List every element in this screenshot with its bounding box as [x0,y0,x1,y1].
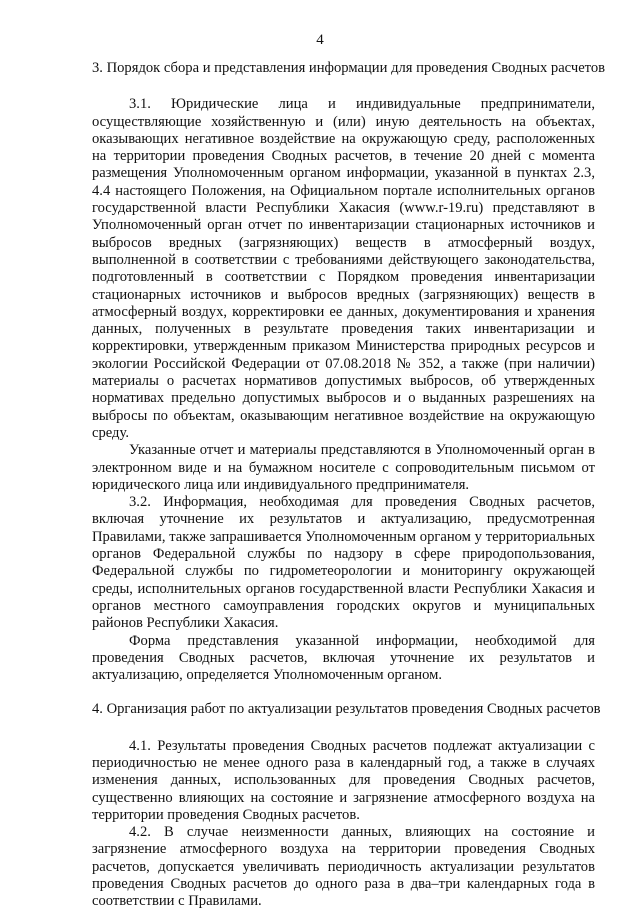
section-4-heading: 4. Организация работ по актуализации результатов проведения Сводных расчетов [92,701,601,718]
section-3-heading: 3. Порядок сбора и представления информации для проведения Сводных расчетов [92,60,606,76]
paragraph-4-2: 4.2. В случае неизменности данных, влияющих на состояние и загрязнение атмосферного воздуха на территории проведения Сводных расчетов, допускается увеличивать периодичность актуализации результатов проведения Сводных расчетов до одного раза в два–три календарных года в соответствии с Правилами. [92,824,595,910]
page-number: 4 [316,32,324,48]
paragraph-3-1-submission: Указанные отчет и материалы представляются в Уполномоченный орган в электронном виде и на бумажном носителе с сопроводительным письмом от юридического лица или индивидуального предпринимателя. [92,442,595,493]
paragraph-3-2-form: Форма представления указанной информации, необходимой для проведения Сводных расчетов, включая уточнение их результатов и актуализацию, определяется Уполномоченным органом. [92,632,595,684]
paragraph-3-1: 3.1. Юридические лица и индивидуальные предприниматели, осуществляющие хозяйственную и (или) иную деятельность на объектах, оказывающих негативное воздействие на окружающую среду, расположенных на территории проведения Сводных расчетов, в течение 20 дней с момента размещения Уполномоченным органом информации, указанной в пунктах 2.3, 4.4 настоящего Положения, на Официальном портале исполнительных органов государственной власти Республики Хакасия (www.r-19.ru) представляют в Уполномоченный орган отчет по инвентаризации стационарных источников и выбросов вредных (загрязняющих) веществ в атмосферный воздух, выполненной в соответствии с требованиями действующего законодательства, подготовленный в соответствии с Порядком проведения инвентаризации стационарных источников и выбросов вредных (загрязняющих) веществ в атмосферный воздух, корректировки ее данных, документирования и хранения данных, полученных в результате проведения таких инвентаризации и корректировки, утвержденным приказом Министерства природных ресурсов и экологии Российской Федерации от 07.08.2018 № 352, а также (при наличии) материалы о расчетах нормативов допустимых выбросов, об утвержденных нормативах предельно допустимых выбросов и о выданных разрешениях на выбросы по объектам, оказывающим негативное воздействие на окружающую среду. [92,96,595,441]
paragraph-4-1: 4.1. Результаты проведения Сводных расчетов подлежат актуализации с периодичностью не менее одного раза в календарный год, а также в случаях изменения данных, использованных для проведения Сводных расчетов, существенно влияющих на состояние и загрязнение атмосферного воздуха на территории проведения Сводных расчетов. [92,737,595,823]
document-body [92,60,606,911]
paragraph-3-2: 3.2. Информация, необходимая для проведения Сводных расчетов, включая уточнение их результатов и актуализацию, предусмотренная Правилами, также запрашивается Уполномоченным органом у территориальных органов Федеральной службы по надзору в сфере природопользования, Федеральной службы по гидрометеорологии и мониторингу окружающей среды, исполнительных органов государственной власти Республики Хакасия и органов местного самоуправления городских округов и муниципальных районов Республики Хакасия. [92,494,595,632]
